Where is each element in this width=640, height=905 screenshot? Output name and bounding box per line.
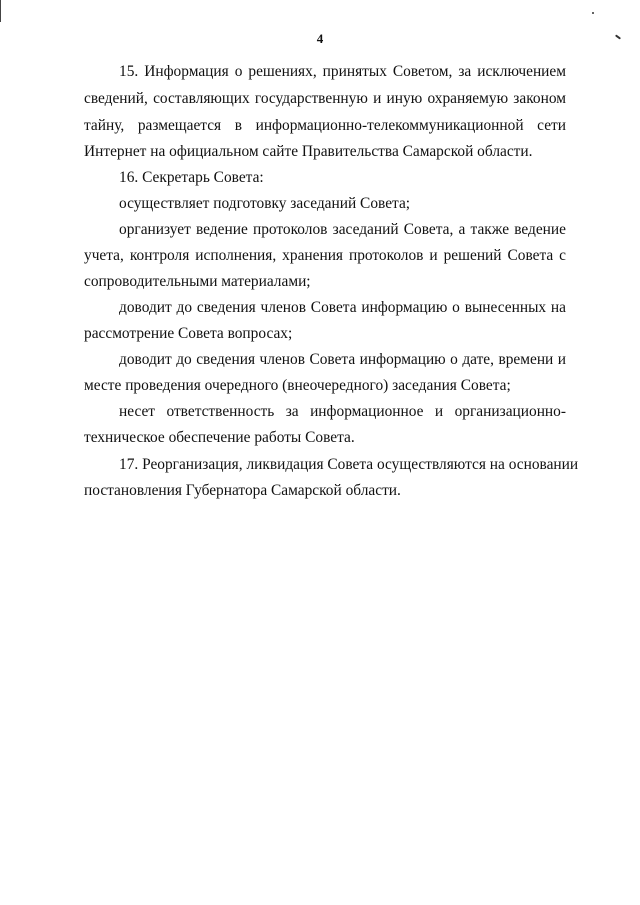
paragraph-16-item-5-line-1: несет ответственность за информационное и организационно- — [119, 403, 566, 420]
paragraph-16-item-4-line-2: месте проведения очередного (внеочередного) заседания Совета; — [84, 377, 511, 394]
paragraph-17-line-1: 17. Реорганизация, ликвидация Совета осуществляются на основании — [119, 456, 579, 473]
paragraph-15-line-3: тайну, размещается в информационно-телекоммуникационной сети — [84, 117, 566, 134]
paragraph-16-item-2-line-3: сопроводительными материалами; — [84, 273, 311, 290]
paragraph-15-line-4: Интернет на официальном сайте Правительства Самарской области. — [84, 143, 533, 160]
paragraph-15-line-1: 15. Информация о решениях, принятых Советом, за исключением — [119, 63, 566, 80]
paragraph-16-heading: 16. Секретарь Совета: — [119, 169, 264, 186]
paragraph-16-item-5-line-2: техническое обеспечение работы Совета. — [84, 429, 355, 446]
paragraph-15-line-2: сведений, составляющих государственную и иную охраняемую законом — [84, 90, 566, 107]
scan-speck — [592, 12, 594, 14]
paragraph-16-item-3-line-1: доводит до сведения членов Совета информацию о вынесенных на — [119, 299, 566, 316]
paragraph-17-line-2: постановления Губернатора Самарской области. — [84, 482, 401, 499]
paragraph-16-item-2-line-2: учета, контроля исполнения, хранения протоколов и решений Совета с — [84, 247, 566, 264]
page-number: 4 — [316, 31, 324, 46]
paragraph-16-item-1: осуществляет подготовку заседаний Совета; — [119, 195, 411, 212]
paragraph-16-item-4-line-1: доводит до сведения членов Совета информацию о дате, времени и — [119, 351, 566, 368]
paragraph-16-item-2-line-1: организует ведение протоколов заседаний Совета, а также ведение — [119, 221, 566, 238]
paragraph-16-item-3-line-2: рассмотрение Совета вопросах; — [84, 325, 293, 342]
scan-edge-mark — [0, 0, 1, 22]
